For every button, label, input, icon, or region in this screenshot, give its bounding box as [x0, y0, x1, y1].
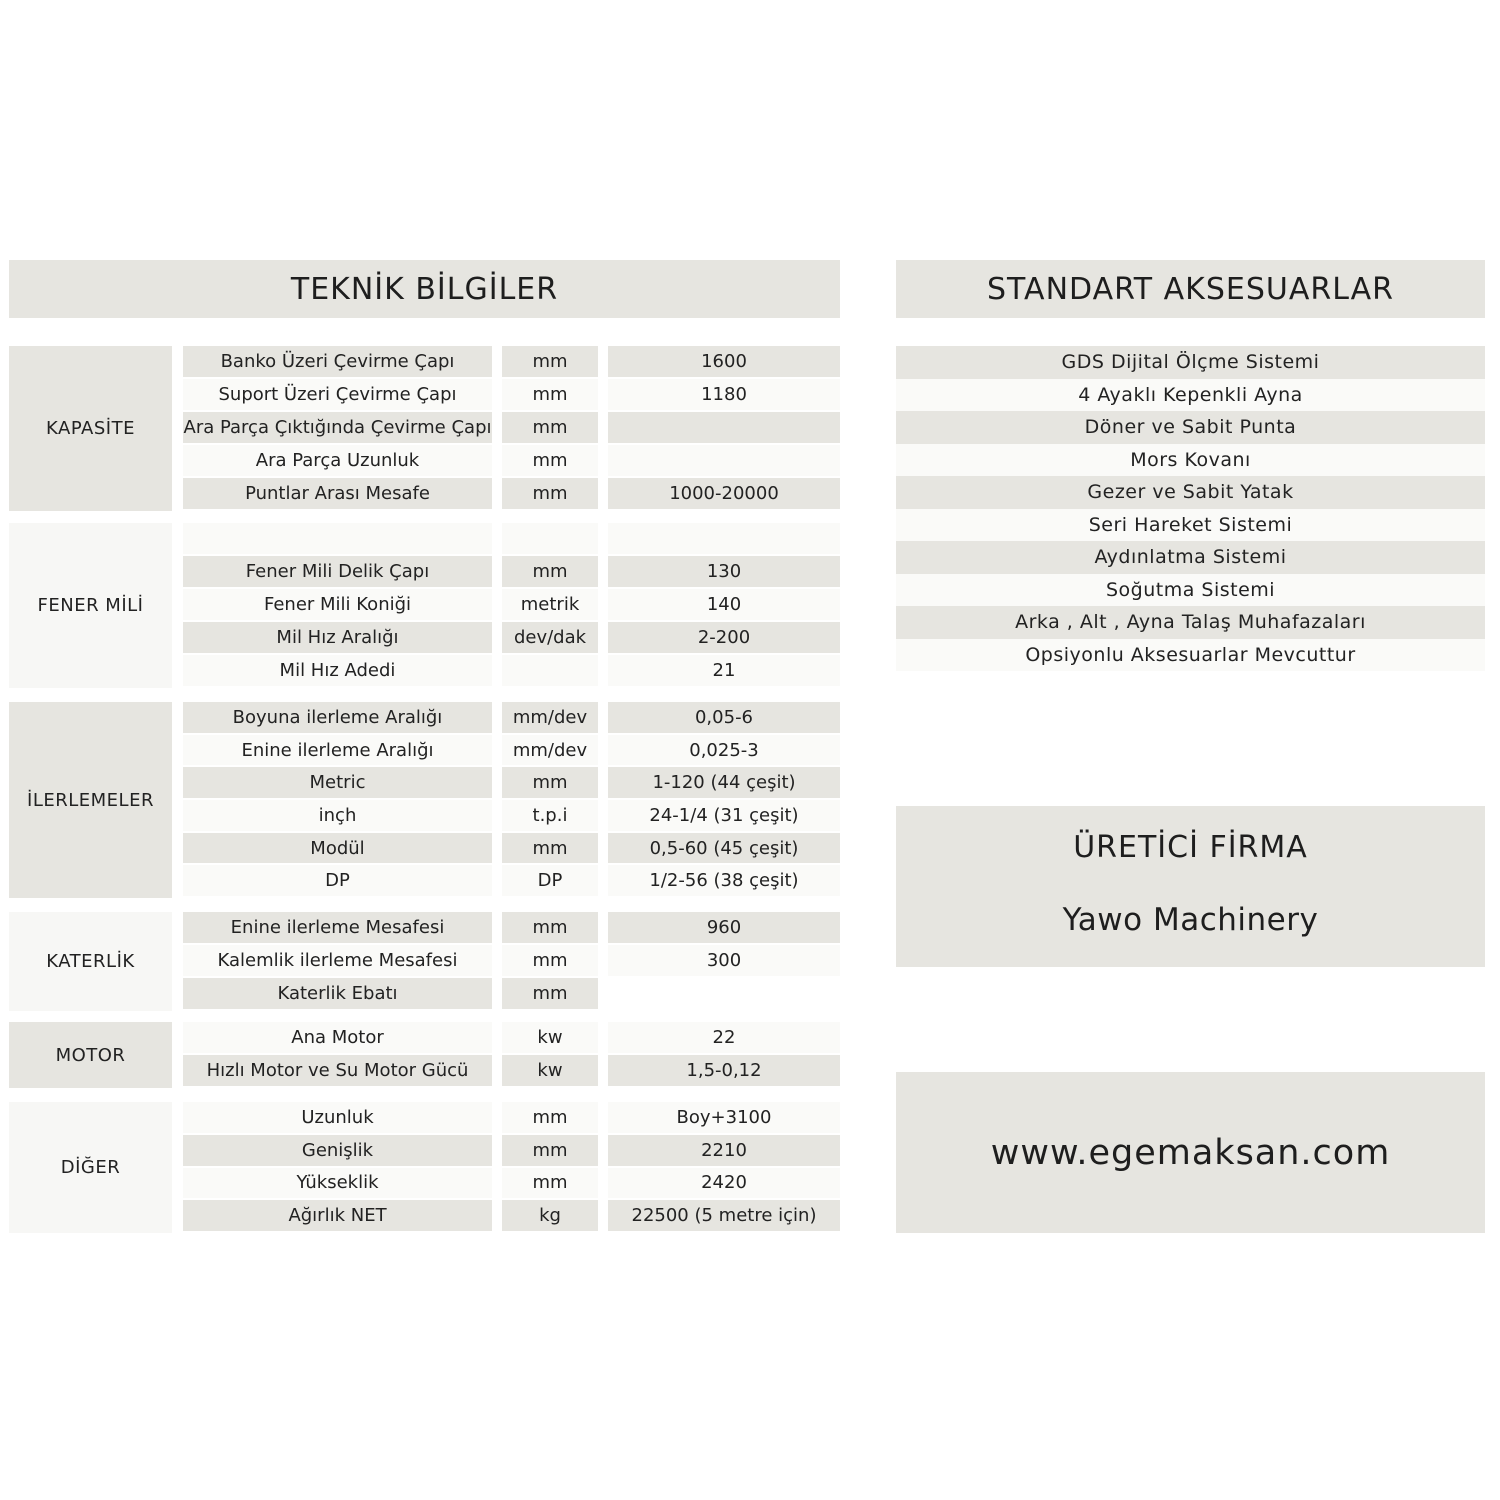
list-item: Döner ve Sabit Punta	[896, 411, 1485, 444]
table-row	[183, 1055, 840, 1088]
spec-value: 1/2-56 (38 çeşit)	[608, 865, 840, 896]
section-katerlik	[9, 912, 840, 1011]
table-row	[183, 833, 840, 866]
spec-unit: mm	[502, 379, 598, 410]
spec-name: Kalemlik ilerleme Mesafesi	[183, 945, 492, 976]
spec-name: Enine ilerleme Aralığı	[183, 735, 492, 766]
table-row	[183, 702, 840, 735]
spec-name: Katerlik Ebatı	[183, 978, 492, 1009]
table-row	[183, 445, 840, 478]
spec-name: Yükseklik	[183, 1168, 492, 1199]
spec-name: Puntlar Arası Mesafe	[183, 478, 492, 509]
section-label: MOTOR	[9, 1022, 172, 1088]
spec-value: 0,025-3	[608, 735, 840, 766]
section-label: İLERLEMELER	[9, 702, 172, 898]
list-item: Aydınlatma Sistemi	[896, 541, 1485, 574]
spec-unit: mm	[502, 1135, 598, 1166]
spec-name: Metric	[183, 767, 492, 798]
spec-unit: mm/dev	[502, 735, 598, 766]
section-label: FENER MİLİ	[9, 523, 172, 688]
spec-value: 1000-20000	[608, 478, 840, 509]
spec-unit: t.p.i	[502, 800, 598, 831]
table-row	[183, 1135, 840, 1168]
spec-value	[608, 412, 840, 443]
spec-unit: mm	[502, 1102, 598, 1133]
spec-name: Ana Motor	[183, 1022, 492, 1053]
spec-unit: mm	[502, 912, 598, 943]
spec-unit: metrik	[502, 589, 598, 620]
manufacturer-box	[896, 806, 1485, 967]
spec-value: 2420	[608, 1168, 840, 1199]
spec-unit: mm/dev	[502, 702, 598, 733]
spec-value: 140	[608, 589, 840, 620]
table-row	[183, 589, 840, 622]
spec-name: Uzunluk	[183, 1102, 492, 1133]
spec-name: Fener Mili Delik Çapı	[183, 556, 492, 587]
section-motor	[9, 1022, 840, 1088]
spec-name: Boyuna ilerleme Aralığı	[183, 702, 492, 733]
spec-name: Mil Hız Aralığı	[183, 622, 492, 653]
spec-value: 0,05-6	[608, 702, 840, 733]
spec-unit: mm	[502, 412, 598, 443]
table-row	[183, 1200, 840, 1233]
list-item: GDS Dijital Ölçme Sistemi	[896, 346, 1485, 379]
spec-unit: mm	[502, 346, 598, 377]
spec-unit: mm	[502, 833, 598, 864]
spec-unit	[502, 655, 598, 686]
table-row	[183, 412, 840, 445]
spec-value: 21	[608, 655, 840, 686]
spec-value: 1,5-0,12	[608, 1055, 840, 1086]
table-row	[183, 1168, 840, 1201]
accessories-list	[896, 346, 1485, 671]
list-item: Gezer ve Sabit Yatak	[896, 476, 1485, 509]
table-row	[183, 978, 840, 1011]
spec-value: Boy+3100	[608, 1102, 840, 1133]
spec-name: Ara Parça Çıktığında Çevirme Çapı	[183, 412, 492, 443]
list-item: Seri Hareket Sistemi	[896, 509, 1485, 542]
spec-unit: mm	[502, 978, 598, 1009]
spec-unit: kg	[502, 1200, 598, 1231]
spec-unit: DP	[502, 865, 598, 896]
spec-unit: kw	[502, 1022, 598, 1053]
spec-value	[608, 445, 840, 476]
spec-name: DP	[183, 865, 492, 896]
table-row	[183, 1102, 840, 1135]
spec-name: inçh	[183, 800, 492, 831]
table-row	[183, 478, 840, 511]
list-item: Mors Kovanı	[896, 444, 1485, 477]
section-label: KATERLİK	[9, 912, 172, 1011]
table-row	[183, 655, 840, 688]
spec-value: 22500 (5 metre için)	[608, 1200, 840, 1231]
spec-name	[183, 523, 492, 554]
spec-name: Enine ilerleme Mesafesi	[183, 912, 492, 943]
spec-value	[608, 523, 840, 554]
section-fener-mili	[9, 523, 840, 688]
spec-unit: dev/dak	[502, 622, 598, 653]
list-item: 4 Ayaklı Kepenkli Ayna	[896, 379, 1485, 412]
spec-name: Fener Mili Koniği	[183, 589, 492, 620]
spec-value: 22	[608, 1022, 840, 1053]
table-row	[183, 346, 840, 379]
table-row	[183, 523, 840, 556]
website-box	[896, 1072, 1485, 1233]
spec-unit: mm	[502, 767, 598, 798]
spec-unit: mm	[502, 556, 598, 587]
tech-specs-title: TEKNİK BİLGİLER	[9, 260, 840, 318]
table-row	[183, 912, 840, 945]
table-row	[183, 800, 840, 833]
spec-value: 0,5-60 (45 çeşit)	[608, 833, 840, 864]
table-row	[183, 1022, 840, 1055]
table-row	[183, 865, 840, 898]
table-row	[183, 945, 840, 978]
table-row	[183, 622, 840, 655]
spec-name: Ara Parça Uzunluk	[183, 445, 492, 476]
section-label: DİĞER	[9, 1102, 172, 1233]
section-label: KAPASİTE	[9, 346, 172, 511]
section-diger	[9, 1102, 840, 1233]
spec-value: 960	[608, 912, 840, 943]
spec-value	[608, 978, 840, 1009]
spec-value: 2210	[608, 1135, 840, 1166]
section-kapasite	[9, 346, 840, 511]
manufacturer-name: Yawo Machinery	[1062, 902, 1319, 938]
spec-unit: mm	[502, 445, 598, 476]
table-row	[183, 379, 840, 412]
spec-value: 1180	[608, 379, 840, 410]
spec-name: Mil Hız Adedi	[183, 655, 492, 686]
spec-name: Hızlı Motor ve Su Motor Gücü	[183, 1055, 492, 1086]
spec-value: 1-120 (44 çeşit)	[608, 767, 840, 798]
table-row	[183, 556, 840, 589]
spec-name: Modül	[183, 833, 492, 864]
spec-unit: mm	[502, 1168, 598, 1199]
spec-name: Genişlik	[183, 1135, 492, 1166]
manufacturer-label: ÜRETİCİ FİRMA	[1073, 830, 1308, 865]
spec-unit: mm	[502, 945, 598, 976]
spec-unit: kw	[502, 1055, 598, 1086]
section-ilerlemeler	[9, 702, 840, 898]
list-item: Arka , Alt , Ayna Talaş Muhafazaları	[896, 606, 1485, 639]
list-item: Opsiyonlu Aksesuarlar Mevcuttur	[896, 639, 1485, 672]
spec-value: 2-200	[608, 622, 840, 653]
spec-unit: mm	[502, 478, 598, 509]
spec-unit	[502, 523, 598, 554]
spec-name: Suport Üzeri Çevirme Çapı	[183, 379, 492, 410]
spec-value: 300	[608, 945, 840, 976]
spec-value: 1600	[608, 346, 840, 377]
spec-value: 24-1/4 (31 çeşit)	[608, 800, 840, 831]
spec-name: Banko Üzeri Çevirme Çapı	[183, 346, 492, 377]
table-row	[183, 735, 840, 768]
spec-value: 130	[608, 556, 840, 587]
website-link[interactable]: www.egemaksan.com	[990, 1132, 1391, 1173]
list-item: Soğutma Sistemi	[896, 574, 1485, 607]
spec-name: Ağırlık NET	[183, 1200, 492, 1231]
table-row	[183, 767, 840, 800]
accessories-title: STANDART AKSESUARLAR	[896, 260, 1485, 318]
